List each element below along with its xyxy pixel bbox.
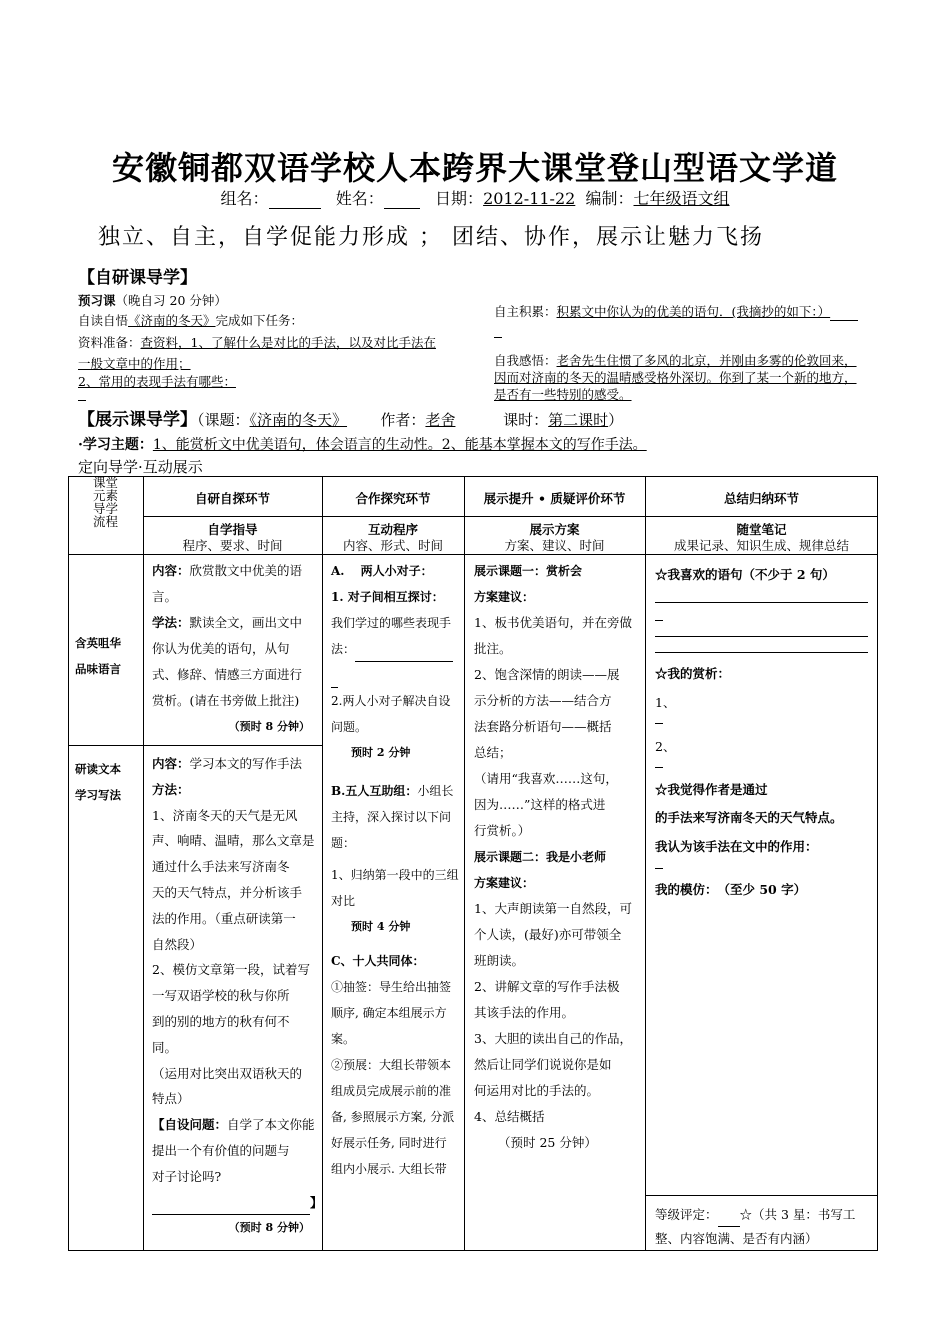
subnote-display: 方案、建议、时间 (504, 538, 605, 553)
text-line: 其该手法的作用。 (474, 1005, 575, 1020)
topic-label: （课题： (197, 411, 250, 429)
col1-row2 (152, 751, 323, 1241)
text-line: 赏析。(请在书旁做上批注) (152, 693, 300, 708)
text-line: 示分析的方法——结合方 (474, 693, 612, 708)
header-display: 展示提升 • 质疑评价环节 (483, 491, 626, 506)
goal-text: 1、能赏析文中优美语句，体会语言的生动性。2、能基本掌握本文的写作手法。 (152, 437, 647, 453)
date-value: 2012-11-22 (483, 189, 576, 208)
effect-label: 我认为该手法在文中的作用： (655, 839, 818, 854)
text-line: 小组长 (417, 784, 454, 798)
subnote-summary: 成果记录、知识生成、规律总结 (673, 538, 849, 553)
grade-box (655, 1203, 855, 1251)
text-line: 特点） (152, 1091, 190, 1107)
goal-label: ·学习主题： (78, 437, 153, 453)
corner-line: 流程 (92, 514, 118, 529)
text-line: 何运用对比的手法的。 (474, 1083, 600, 1098)
editor-label: 编制： (585, 189, 634, 208)
favorite-sentences-label: ☆我喜欢的语句（不少于 2 句） (655, 567, 835, 582)
name-label: 姓名： (335, 189, 384, 208)
note-line (655, 723, 663, 724)
group-field[interactable] (269, 191, 321, 209)
row-label-writing (75, 756, 121, 808)
text-line: 1. 对子间相互探讨： (331, 590, 444, 604)
display-heading: 【展示课导学】 (78, 410, 197, 430)
content-label: 内容： (152, 756, 190, 771)
feel-label: 自我感悟： (494, 353, 557, 368)
appreciation-label: ☆我的赏析： (655, 666, 731, 681)
corner-line: 元素 (92, 488, 118, 503)
accum-label: 自主积累： (494, 304, 557, 319)
text-line: 通过什么手法来写济南冬 (152, 859, 290, 875)
text-line: 问题。 (331, 720, 368, 734)
text-line: 一写双语学校的秋与你所 (152, 988, 290, 1004)
goal-line (78, 434, 647, 454)
guide-line: 定向导学·互动展示 (78, 458, 203, 476)
task-line (78, 312, 303, 330)
text-line: 2、模仿文章第一段，试着写 (152, 962, 310, 978)
text-line: 1、归纳第一段中的三组 (331, 868, 459, 882)
text-line: 欣赏散文中优美的语 (189, 563, 303, 578)
prep-blank (78, 400, 86, 401)
row-label-line: 研读文本 (75, 762, 121, 776)
header-cooperative: 合作探究环节 (355, 491, 431, 506)
note-line[interactable] (655, 652, 868, 653)
motto: 独立、自主，自学促能力形成 ； 团结、协作，展示让魅力飞扬 (98, 225, 764, 250)
text-line: 备, 参照展示方案, 分派 (331, 1110, 455, 1124)
text-line: 学习本文的写作手法 (189, 756, 303, 771)
header-self-study: 自研自探环节 (194, 491, 270, 506)
imitation-label: 我的模仿： （至少 50 字） (655, 882, 807, 897)
group-label: 组名： (220, 189, 269, 208)
text-line: 法： (331, 642, 356, 656)
text-line: 批注。 (474, 641, 512, 656)
prep-label: 资料准备： (78, 335, 141, 350)
author-value: 老舍 (425, 411, 456, 429)
meta-line (0, 186, 950, 209)
feel-line-1 (494, 352, 857, 370)
display-heading-line (78, 405, 623, 430)
header-summary: 总结归纳环节 (723, 491, 799, 506)
text-line: 1、大声朗读第一自然段，可 (474, 901, 632, 916)
text-line: 到的别的地方的秋有何不 (152, 1013, 290, 1029)
section-c-title: C、十人共同体： (331, 954, 425, 968)
text-line: 自学了本文你能 (227, 1117, 315, 1133)
text-line: 案。 (331, 1032, 356, 1046)
question-answer-line[interactable] (152, 1199, 310, 1215)
text-line: （请用“我喜欢……这句， (474, 771, 618, 786)
feel-line-2: 因而对济南的冬天的温晴感受格外深切。你到了某一个新的地方， (494, 370, 857, 385)
corner-line: 导学 (92, 501, 118, 516)
bracket-end: 】 (310, 1194, 323, 1210)
accum-text: 积累文中你认为的优美的语句．(我摘抄的如下：） (556, 304, 831, 319)
text-line: 好展示任务, 同时进行 (331, 1136, 447, 1150)
text-line: 天的天气特点，并分析该手 (152, 884, 303, 900)
text-line: 法套路分析语句——概括 (474, 719, 612, 734)
corner-cell (68, 476, 143, 528)
preview-line (78, 292, 227, 310)
subheader-cooperative: 互动程序 (367, 522, 418, 537)
text-line: 因为……”这样的格式进 (474, 797, 606, 812)
subheader-summary: 随堂笔记 (736, 522, 787, 537)
col3-display (474, 558, 642, 1156)
text-line: 声、响晴、温晴，那么文章是 (152, 833, 315, 849)
text-line: 2、饱含深情的朗读——展 (474, 667, 620, 682)
text-line: 对比 (331, 894, 356, 908)
date-label: 日期： (435, 189, 484, 208)
task-prefix: 自读自悟 (78, 313, 129, 328)
plan-label: 方案建议： (474, 876, 535, 890)
text-line: 4、总结概括 (474, 1109, 545, 1124)
text-line: ②预展：大组长带领本 (331, 1058, 452, 1072)
feel-text-1: 老舍先生住惯了多风的北京，并刚由多雾的伦敦回来， (556, 353, 857, 368)
text-line: 1、板书优美语句，并在旁做 (474, 615, 632, 630)
accum-line (494, 303, 858, 321)
section-b-title: B.五人互助组： (331, 784, 418, 798)
text-line: 式、修辞、情感三方面进行 (152, 667, 303, 682)
time-note: （预时 8 分钟） (228, 720, 310, 733)
note-line[interactable] (655, 636, 868, 637)
close-paren: ） (608, 411, 624, 429)
section-a-title: A. 两人小对子： (331, 564, 433, 578)
editor-value: 七年级语文组 (633, 189, 730, 208)
text-line: ①抽签：导生给出抽签 (331, 980, 452, 994)
text-line: 3、大胆的读出自己的作品， (474, 1031, 632, 1046)
text-line: 法的作用。（重点研读第一 (152, 910, 296, 926)
page-title: 安徽铜都双语学校人本跨界大课堂登山型语文学道 (111, 149, 838, 187)
prep-line-3: 2、常用的表现手法有哪些： (78, 374, 236, 389)
col4-notes (655, 566, 873, 584)
method-label: 学法： (152, 615, 190, 630)
text-line: 2.两人小对子解决自设 (331, 694, 451, 708)
period-value: 第二课时 (548, 411, 609, 429)
text-line: 对子讨论吗? (152, 1168, 222, 1184)
method-label: 方法： (152, 781, 190, 797)
text-line: 顺序, 确定本组展示方 (331, 1006, 447, 1020)
appreciation-1: 1、 (655, 695, 676, 710)
row-label-line: 学习写法 (75, 788, 121, 802)
task-title: 《济南的冬天》 (128, 313, 216, 328)
text-line: 组成员完成展示前的准 (331, 1084, 452, 1098)
technique-line-2: 的手法来写济南冬天的天气特点。 (655, 810, 843, 825)
technique-line-1: ☆我觉得作者是通过 (655, 782, 768, 797)
text-line: 自然段） (152, 936, 203, 952)
time-note: （预时 8 分钟） (228, 1221, 310, 1235)
text-line: 言。 (152, 589, 178, 604)
text-line: 同。 (152, 1039, 178, 1055)
text-line: 总结； (474, 745, 512, 760)
row-label-language (75, 630, 121, 682)
grade-criteria-2: 整、内容饱满、是否有内涵） (655, 1231, 818, 1246)
text-line: 你认为优美的语句，从句 (152, 641, 290, 656)
row-label-line: 品味语言 (75, 662, 121, 676)
display-topic-1: 展示课题一：赏析会 (474, 564, 583, 578)
prep-text-1: 查资料，1、了解什么是对比的手法，以及对比手法在 (140, 335, 436, 350)
prep-line-1 (78, 334, 436, 352)
col1-row1 (152, 558, 320, 740)
text-line: 组内小展示. 大组长带 (331, 1162, 447, 1176)
text-line: 班朗读。 (474, 953, 525, 968)
appreciation-2: 2、 (655, 739, 676, 754)
text-line: 然后让同学们说说你是如 (474, 1057, 612, 1072)
grade-field[interactable] (718, 1213, 740, 1227)
self-study-heading: 【自研课导学】 (78, 268, 197, 288)
time-note: （预时 25 分钟） (498, 1135, 597, 1150)
text-line: 我们学过的哪些表现手 (331, 616, 452, 630)
text-line: 个人读，(最好)亦可带领全 (474, 927, 622, 942)
subheader-self-study: 自学指导 (207, 522, 258, 537)
text-line: 1、济南冬天的天气是无风 (152, 807, 298, 823)
preview-time: （晚自习 20 分钟） (115, 293, 227, 308)
prep-line-2: 一般文章中的作用； (78, 356, 191, 371)
col2-cooperative (331, 558, 461, 1182)
row-label-line: 含英咀华 (75, 636, 121, 650)
plan-label: 方案建议： (474, 590, 535, 604)
text-line: 题： (331, 836, 356, 850)
note-line (655, 868, 663, 869)
period-label: 课时： (503, 411, 549, 429)
text-line: （运用对比突出双语秋天的 (152, 1065, 303, 1081)
note-line[interactable] (655, 602, 868, 603)
preview-label: 预习课 (78, 293, 116, 308)
grade-label: 等级评定： (655, 1207, 718, 1222)
task-suffix: 完成如下任务： (215, 313, 304, 328)
content-label: 内容： (152, 563, 190, 578)
note-line (655, 767, 663, 768)
corner-line: 课堂 (92, 475, 118, 490)
text-line: 提出一个有价值的问题与 (152, 1142, 290, 1158)
topic-value: 《济南的冬天》 (249, 411, 348, 429)
grade-criteria: ☆（共 3 星：书写工 (739, 1207, 856, 1222)
text-line: 主持，深入探讨以下问 (331, 810, 452, 824)
method-answer-line[interactable] (355, 646, 453, 662)
blank-mark (331, 674, 338, 688)
author-label: 作者： (380, 411, 426, 429)
time-note: 预时 2 分钟 (351, 746, 411, 759)
name-field[interactable] (384, 191, 420, 209)
subnote-cooperative: 内容、形式、时间 (342, 538, 443, 553)
time-note: 预时 4 分钟 (351, 920, 411, 933)
question-label: 【自设问题： (152, 1117, 228, 1133)
text-line: 行赏析。） (474, 823, 531, 838)
note-line (655, 620, 663, 621)
text-line: 默读全文，画出文中 (189, 615, 303, 630)
subheader-display: 展示方案 (529, 522, 580, 537)
text-line: 2、讲解文章的写作手法极 (474, 979, 620, 994)
feel-line-3: 是否有一些特别的感受。 (494, 387, 632, 402)
accum-blank (494, 337, 502, 338)
subnote-self-study: 程序、要求、时间 (182, 538, 283, 553)
display-topic-2: 展示课题二：我是小老师 (474, 850, 607, 864)
